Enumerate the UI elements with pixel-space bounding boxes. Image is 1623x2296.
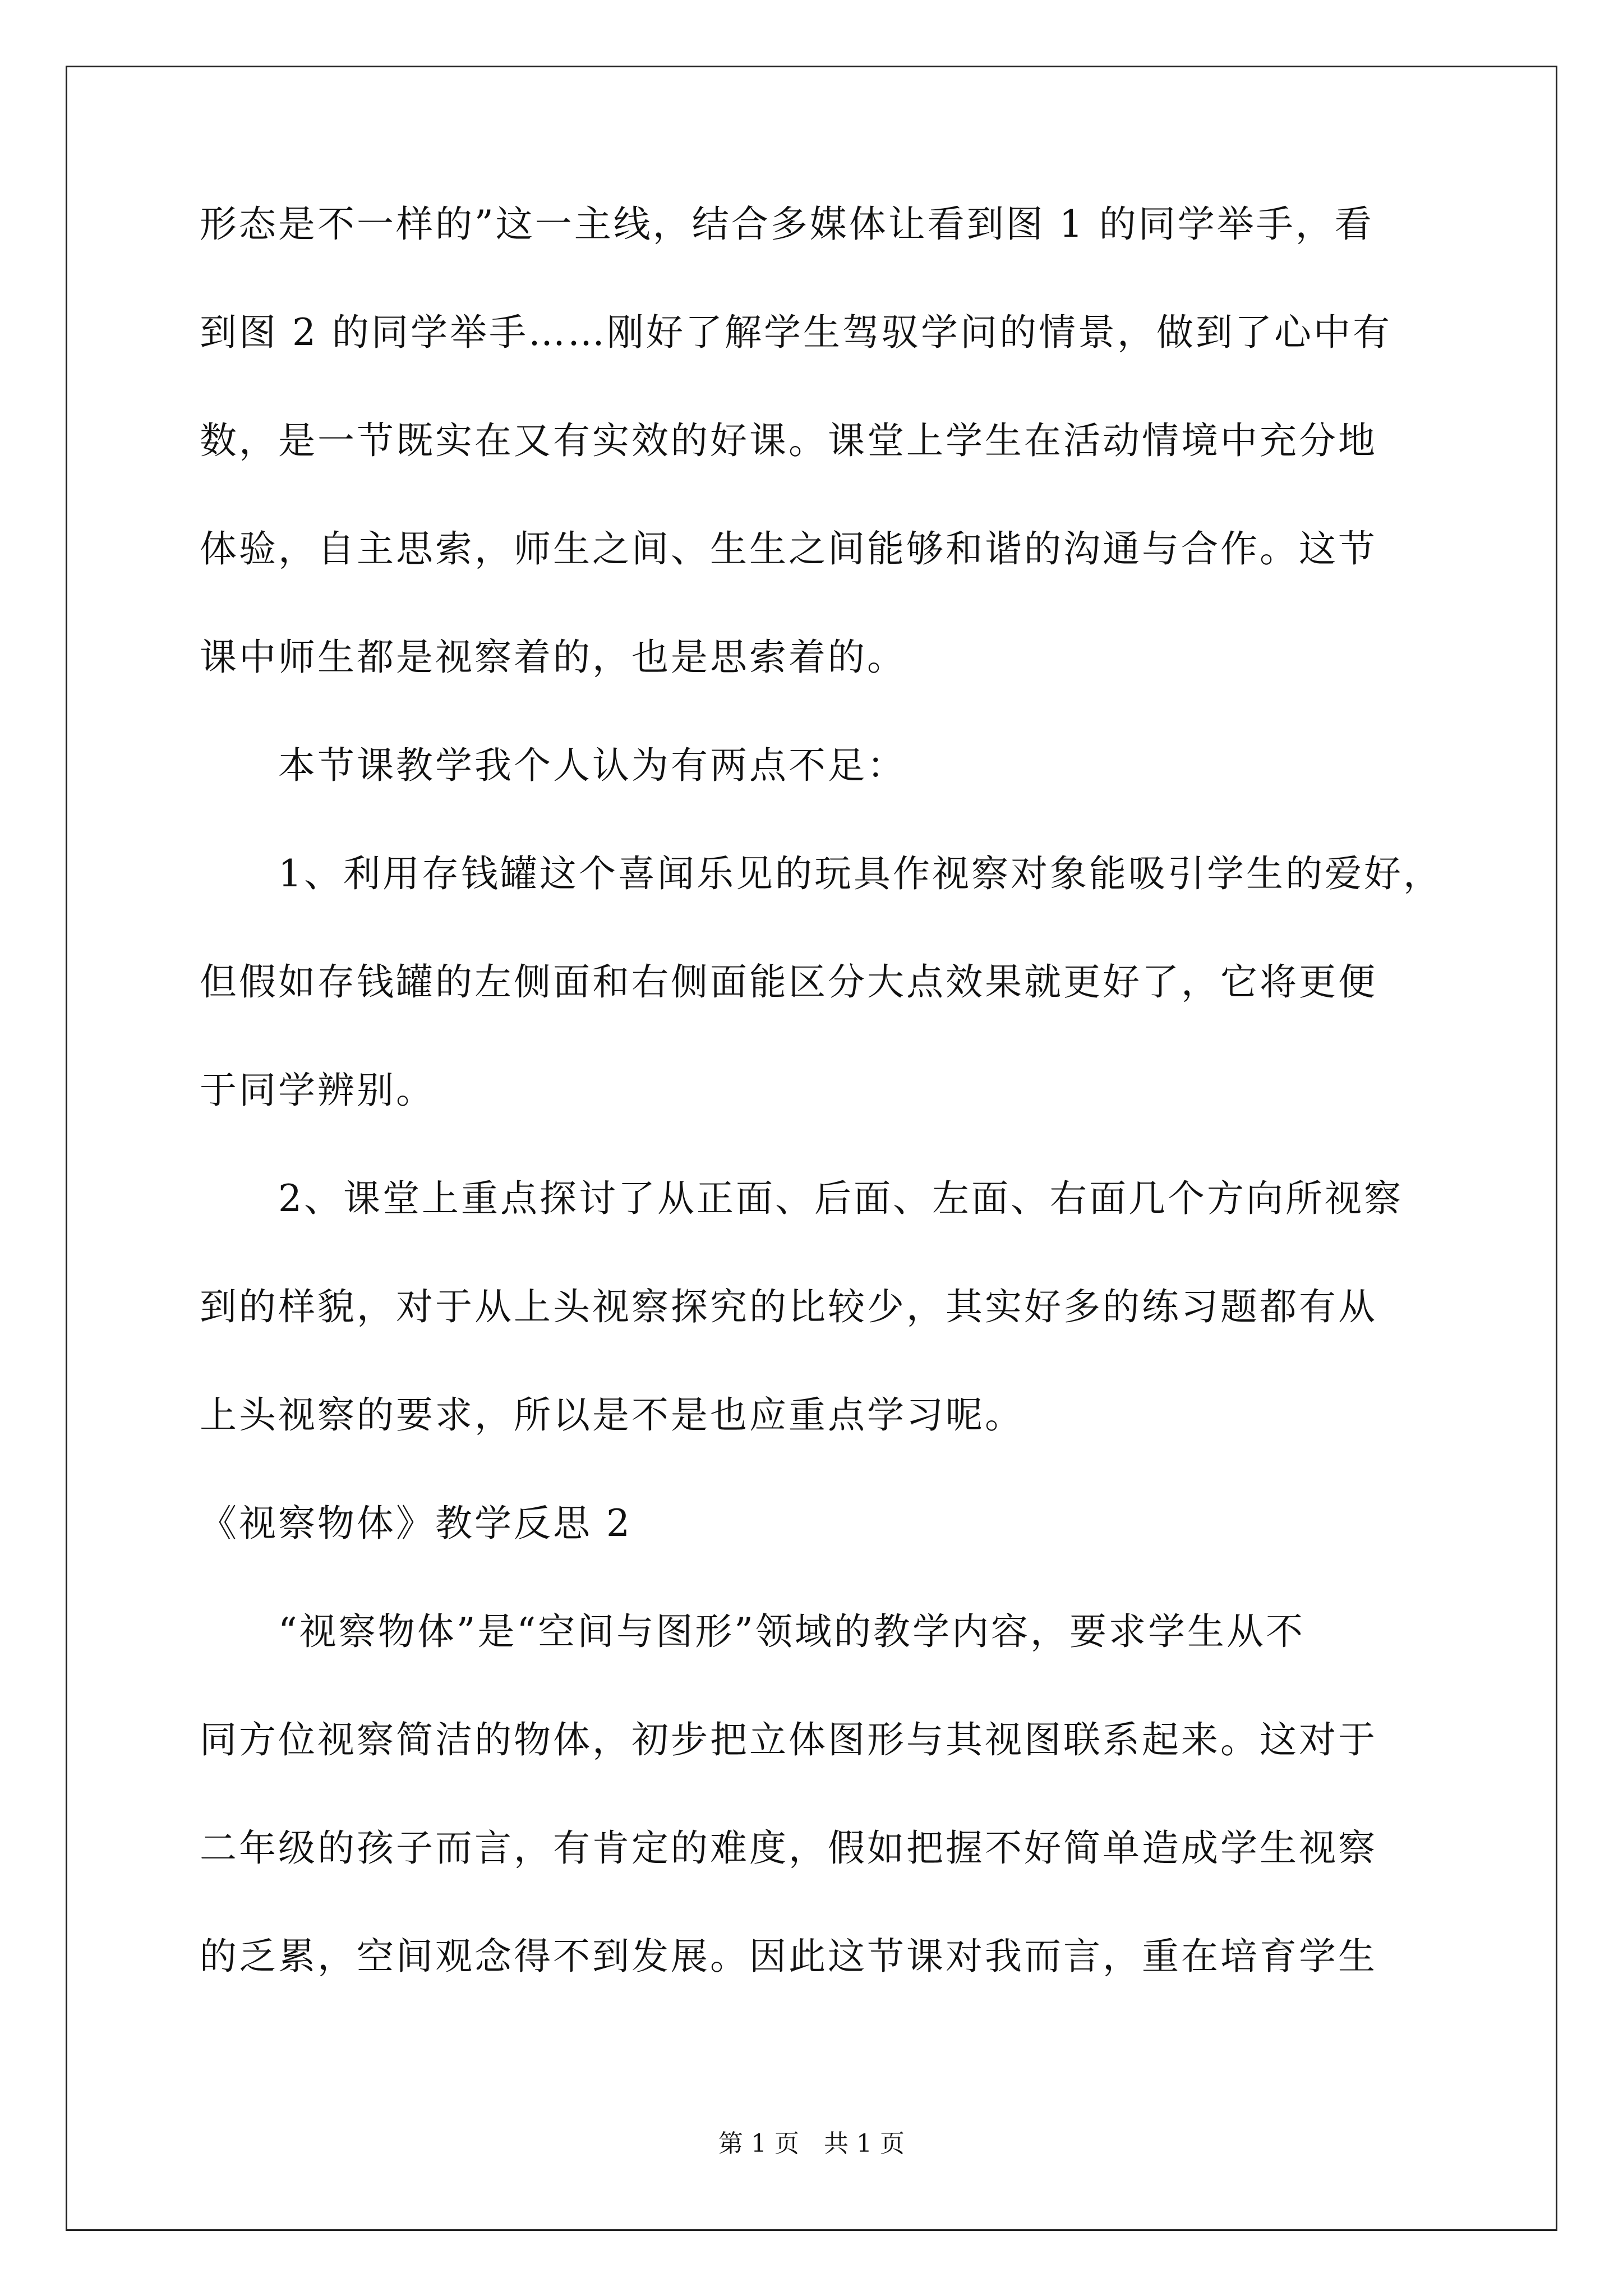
paragraph-1-line-3: 数，是一节既实在又有实效的好课。课堂上学生在活动情境中充分地 bbox=[200, 419, 1377, 462]
paragraph-5-line-4: 的乏累，空间观念得不到发展。因此这节课对我而言，重在培育学生 bbox=[200, 1935, 1377, 1978]
paragraph-3-line-1: 1、利用存钱罐这个喜闻乐见的玩具作视察对象能吸引学生的爱好， bbox=[278, 852, 1442, 895]
paragraph-1-line-5: 课中师生都是视察着的，也是思索着的。 bbox=[200, 636, 906, 679]
paragraph-4-line-3: 上头视察的要求，所以是不是也应重点学习呢。 bbox=[200, 1393, 1024, 1437]
paragraph-1-line-2: 到图 2 的同学举手……刚好了解学生驾驭学问的情景，做到了心中有 bbox=[200, 311, 1392, 354]
paragraph-3-line-3: 于同学辨别。 bbox=[200, 1069, 435, 1112]
paragraph-1-line-4: 体验，自主思索，师生之间、生生之间能够和谐的沟通与合作。这节 bbox=[200, 527, 1377, 570]
paragraph-4-line-1: 2、课堂上重点探讨了从正面、后面、左面、右面几个方向所视察 bbox=[278, 1177, 1403, 1220]
section-heading: 《视察物体》教学反思 2 bbox=[200, 1502, 632, 1545]
paragraph-5-line-1: “视察物体”是“空间与图形”领域的教学内容，要求学生从不 bbox=[278, 1610, 1305, 1653]
paragraph-5-line-2: 同方位视察简洁的物体，初步把立体图形与其视图联系起来。这对于 bbox=[200, 1718, 1377, 1761]
page-border bbox=[66, 66, 1557, 2231]
paragraph-2-line-1: 本节课教学我个人认为有两点不足： bbox=[278, 744, 906, 787]
page-number-footer: 第 1 页 共 1 页 bbox=[718, 2129, 905, 2158]
paragraph-3-line-2: 但假如存钱罐的左侧面和右侧面能区分大点效果就更好了，它将更便 bbox=[200, 960, 1377, 1004]
paragraph-4-line-2: 到的样貌，对于从上头视察探究的比较少，其实好多的练习题都有从 bbox=[200, 1285, 1377, 1328]
paragraph-5-line-3: 二年级的孩子而言，有肯定的难度，假如把握不好简单造成学生视察 bbox=[200, 1826, 1377, 1870]
paragraph-1-line-1: 形态是不一样的”这一主线，结合多媒体让看到图 1 的同学举手，看 bbox=[200, 203, 1374, 246]
